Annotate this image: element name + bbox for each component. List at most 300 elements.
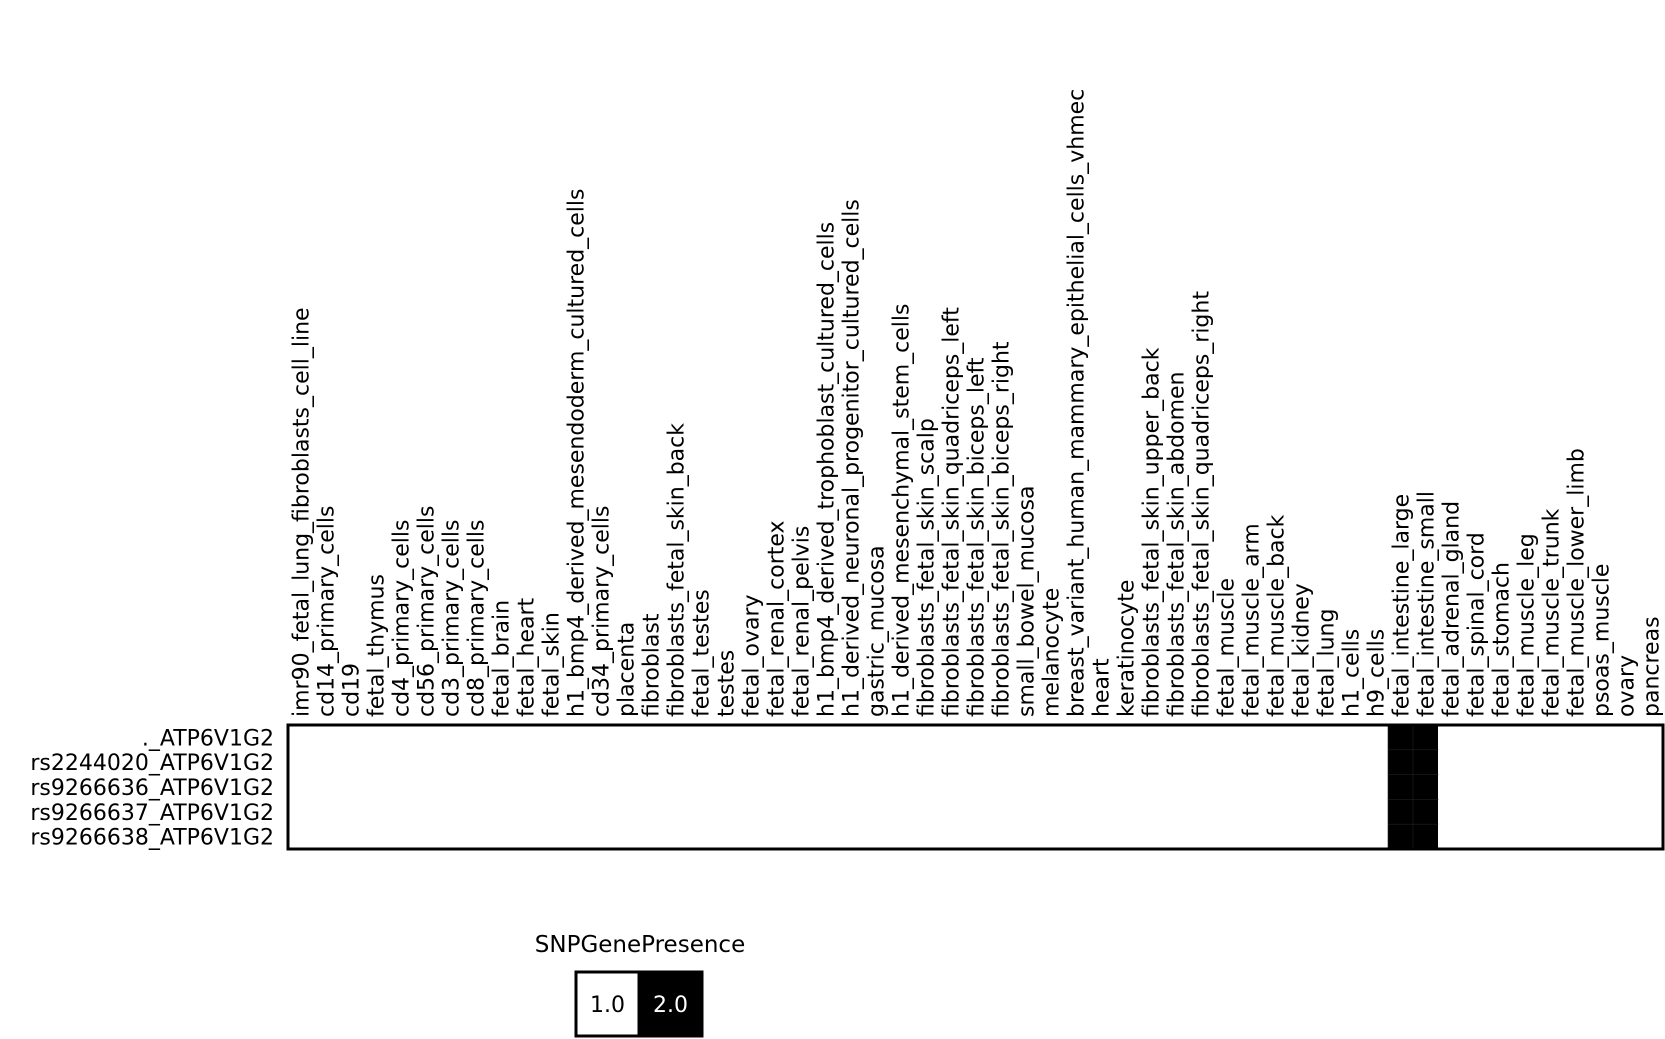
heatmap-cell [863,799,888,824]
heatmap-cell [763,775,788,800]
heatmap-cell [438,824,463,849]
heatmap-cell [1563,824,1588,849]
heatmap-cell [1238,775,1263,800]
heatmap-cell [713,725,738,750]
heatmap-cell [1288,725,1313,750]
column-label: cd19 [339,662,365,717]
heatmap-cell [1488,799,1513,824]
heatmap-cell [988,824,1013,849]
heatmap-cell [913,750,938,775]
heatmap-cell [738,725,763,750]
heatmap-cell [1238,799,1263,824]
heatmap-cell [1063,799,1088,824]
heatmap-cell [863,725,888,750]
heatmap-cell [363,725,388,750]
heatmap-cell [363,799,388,824]
heatmap-cell [913,775,938,800]
heatmap-cell [738,775,763,800]
heatmap-cell [1538,750,1563,775]
heatmap-cell [813,750,838,775]
heatmap-cell [463,824,488,849]
column-label: fibroblasts_fetal_skin_quadriceps_left [939,307,965,717]
heatmap-cell [763,750,788,775]
heatmap-cell [1438,824,1463,849]
heatmap-cell [963,750,988,775]
heatmap-cell [1463,725,1488,750]
heatmap-cell [1638,725,1663,750]
heatmap-cell [1363,799,1388,824]
heatmap-cell [1013,824,1038,849]
row-label: rs9266638_ATP6V1G2 [30,825,274,851]
heatmap-cell [688,725,713,750]
heatmap-cell [313,799,338,824]
heatmap-cell [713,775,738,800]
column-label: cd3_primary_cells [439,519,465,717]
heatmap-cell [438,775,463,800]
column-label: fetal_spinal_cord [1464,532,1490,717]
heatmap-cell [513,799,538,824]
heatmap-cell [313,725,338,750]
heatmap-cell [1113,725,1138,750]
heatmap-cell [388,750,413,775]
heatmap-cell [1088,750,1113,775]
heatmap-cell [538,824,563,849]
heatmap-cell [1588,824,1613,849]
column-label: melanocyte [1039,587,1065,717]
heatmap-cell [1613,725,1638,750]
heatmap-cell [1263,775,1288,800]
legend-label-1: 2.0 [653,993,688,1018]
heatmap-cell [863,775,888,800]
heatmap-cell [1413,799,1438,824]
heatmap-cell [1438,725,1463,750]
heatmap-cell [513,750,538,775]
heatmap-cell [1063,725,1088,750]
heatmap-cell [488,799,513,824]
column-label: pancreas [1639,616,1665,717]
heatmap-cell [488,824,513,849]
column-label: cd4_primary_cells [389,519,415,717]
heatmap-cell [1488,824,1513,849]
heatmap-cell [513,725,538,750]
heatmap-cell [1138,824,1163,849]
heatmap-cell [1263,725,1288,750]
heatmap-cell [1488,750,1513,775]
heatmap-cell [538,775,563,800]
heatmap-cell [938,725,963,750]
heatmap-cell [1163,799,1188,824]
heatmap-cell [463,799,488,824]
row-label: rs2244020_ATP6V1G2 [30,751,274,777]
heatmap-cell [363,824,388,849]
legend-label-0: 1.0 [590,993,625,1018]
heatmap-cell [663,824,688,849]
heatmap-cell [1288,750,1313,775]
heatmap-cell [288,775,313,800]
column-label: fibroblasts_fetal_skin_back [664,423,690,717]
heatmap-cell [813,775,838,800]
heatmap-cell [988,799,1013,824]
column-label: fetal_muscle [1214,577,1240,717]
column-labels [290,89,1665,717]
heatmap-cell [563,750,588,775]
heatmap-cell [288,750,313,775]
heatmap-cell [388,775,413,800]
heatmap-cell [1463,799,1488,824]
heatmap-cell [1538,725,1563,750]
heatmap-cell [963,824,988,849]
heatmap-cell [438,725,463,750]
heatmap-cell [963,799,988,824]
heatmap-cell [1638,750,1663,775]
heatmap-cell [488,775,513,800]
heatmap-cell [688,750,713,775]
heatmap-cell [1088,775,1113,800]
heatmap-cell [1613,799,1638,824]
column-label: h1_derived_neuronal_progenitor_cultured_cells [839,199,865,717]
heatmap-cell [1213,725,1238,750]
column-label: h9_cells [1364,628,1390,717]
column-label: fetal_adrenal_gland [1439,500,1465,717]
heatmap-cell [1138,799,1163,824]
heatmap-cell [913,799,938,824]
column-label: cd34_primary_cells [589,505,615,717]
heatmap-cell [1563,725,1588,750]
column-label: fetal_stomach [1489,562,1515,717]
heatmap-cell [813,824,838,849]
heatmap-cell [1338,799,1363,824]
heatmap-cell [338,775,363,800]
heatmap-cell [1513,824,1538,849]
heatmap-cell [1113,775,1138,800]
heatmap-cell [1313,824,1338,849]
heatmap-cell [1188,750,1213,775]
heatmap-cell [1563,750,1588,775]
heatmap-cell [1288,775,1313,800]
heatmap-cell [788,799,813,824]
heatmap-cell [1238,750,1263,775]
column-label: placenta [614,621,640,717]
heatmap-cell [1238,824,1263,849]
heatmap-cell [563,725,588,750]
heatmap-cell [638,750,663,775]
heatmap-cell [1463,824,1488,849]
heatmap-cell [1288,799,1313,824]
heatmap-cell [1513,799,1538,824]
heatmap-cell [1413,750,1438,775]
column-label: fibroblast [639,613,665,717]
heatmap-cell [288,824,313,849]
column-label: fetal_lung [1314,608,1340,717]
column-label: fibroblasts_fetal_skin_biceps_left [964,357,990,717]
heatmap-cell [613,750,638,775]
heatmap-cell [1188,725,1213,750]
heatmap-cell [1513,750,1538,775]
heatmap-cell [813,799,838,824]
column-label: testes [714,649,740,717]
column-label: fetal_thymus [364,574,390,717]
heatmap-cell [1113,750,1138,775]
heatmap-cell [1613,750,1638,775]
heatmap-cell [913,824,938,849]
column-label: h1_bmp4_derived_mesendoderm_cultured_cells [564,188,590,717]
column-label: h1_derived_mesenchymal_stem_cells [889,303,915,717]
heatmap-cell [438,799,463,824]
heatmap-cell [413,799,438,824]
heatmap-cell [938,775,963,800]
heatmap-cell [463,725,488,750]
column-label: fibroblasts_fetal_skin_quadriceps_right [1189,291,1215,717]
heatmap-cell [588,750,613,775]
heatmap-cell [563,799,588,824]
heatmap-cell [838,824,863,849]
heatmap-cell [663,799,688,824]
heatmap-cell [1088,799,1113,824]
heatmap-cell [663,750,688,775]
heatmap-cell [1438,775,1463,800]
heatmap-cell [1388,824,1413,849]
heatmap-cell [338,799,363,824]
column-label: h1_cells [1339,628,1365,717]
heatmap-cell [588,775,613,800]
heatmap-cell [413,775,438,800]
heatmap-cell [1338,750,1363,775]
legend [535,932,745,1036]
heatmap-cell [1388,775,1413,800]
heatmap-cell [288,799,313,824]
heatmap-cell [1313,775,1338,800]
heatmap-cell [1538,775,1563,800]
heatmap-cell [1088,824,1113,849]
heatmap-cell [1213,799,1238,824]
column-label: fetal_renal_pelvis [789,525,815,717]
heatmap-cell [1138,775,1163,800]
column-label: cd14_primary_cells [314,505,340,717]
heatmap-cell [588,799,613,824]
heatmap-cell [838,775,863,800]
heatmap-cell [1263,750,1288,775]
row-label: ._ATP6V1G2 [141,726,274,752]
heatmap-cell [788,750,813,775]
heatmap-cell [1538,824,1563,849]
heatmap-cell [1113,799,1138,824]
column-label: breast_variant_human_mammary_epithelial_cells_vhmec [1064,88,1090,717]
heatmap-cell [763,725,788,750]
heatmap-cell [938,824,963,849]
heatmap-cell [1063,750,1088,775]
heatmap-cell [988,725,1013,750]
heatmap-cell [613,725,638,750]
heatmap-cell [1163,725,1188,750]
heatmap-cell [638,799,663,824]
column-label: fibroblasts_fetal_skin_upper_back [1139,347,1165,717]
heatmap-cell [1638,775,1663,800]
heatmap-cell [688,799,713,824]
column-label: cd56_primary_cells [414,505,440,717]
column-label: fetal_muscle_lower_limb [1564,448,1590,717]
heatmap-cell [1413,725,1438,750]
heatmap-cell [788,775,813,800]
heatmap-cell [338,824,363,849]
heatmap-cell [763,824,788,849]
heatmap-cell [688,824,713,849]
heatmap-cell [488,750,513,775]
heatmap-cell [1263,799,1288,824]
heatmap-cell [888,775,913,800]
row-label: rs9266636_ATP6V1G2 [30,776,274,801]
column-label: psoas_muscle [1589,563,1615,717]
heatmap-cell [413,824,438,849]
heatmap-cell [738,750,763,775]
heatmap-cell [463,750,488,775]
heatmap-cell [1588,799,1613,824]
heatmap-cell [1488,775,1513,800]
heatmap-cell [1613,824,1638,849]
heatmap-cell [1163,824,1188,849]
heatmap-cell [963,775,988,800]
heatmap-cell [863,750,888,775]
heatmap-cell [888,824,913,849]
heatmap-cell [513,824,538,849]
heatmap-cell [663,775,688,800]
heatmap-cell [463,775,488,800]
column-label: h1_bmp4_derived_trophoblast_cultured_cells [814,221,840,717]
heatmap-cell [1088,725,1113,750]
column-label: fetal_kidney [1289,583,1315,717]
heatmap-cell [888,725,913,750]
column-label: gastric_mucosa [864,545,890,717]
legend-title: SNPGenePresence [534,932,746,958]
column-label: imr90_fetal_lung_fibroblasts_cell_line [289,307,315,717]
heatmap-cell [1313,799,1338,824]
heatmap-cell [1463,775,1488,800]
column-label: fetal_muscle_leg [1514,533,1540,717]
heatmap-cell [1538,799,1563,824]
heatmap-cell [338,725,363,750]
heatmap-cell [913,725,938,750]
heatmap-cell [1388,750,1413,775]
heatmap-cell [1163,750,1188,775]
heatmap-cell [838,750,863,775]
column-label: fetal_muscle_trunk [1539,508,1565,717]
heatmap-cell [1038,799,1063,824]
heatmap-cell [613,775,638,800]
heatmap-cell [388,824,413,849]
heatmap-cell [1413,824,1438,849]
heatmap-cell [738,799,763,824]
heatmap-cell [338,750,363,775]
column-label: keratinocyte [1114,579,1140,717]
heatmap-cell [1013,750,1038,775]
heatmap-cell [538,799,563,824]
heatmap-cell [538,750,563,775]
heatmap-cell [1313,725,1338,750]
heatmap-cell [413,725,438,750]
heatmap-cell [988,750,1013,775]
heatmap-cell [838,725,863,750]
heatmap-cell [388,725,413,750]
heatmap-cell [1188,775,1213,800]
heatmap-cell [1363,750,1388,775]
heatmap-cell [888,799,913,824]
column-label: fetal_ovary [739,594,765,717]
heatmap-cell [313,824,338,849]
heatmap-cell [1063,824,1088,849]
heatmap-cell [788,725,813,750]
heatmap-cell [613,799,638,824]
row-labels [30,726,274,850]
heatmap-cell [1638,824,1663,849]
heatmap-cell [1438,799,1463,824]
column-label: fetal_renal_cortex [764,520,790,717]
heatmap-cell [413,750,438,775]
heatmap-cell [713,824,738,849]
heatmap-cell [1313,750,1338,775]
column-label: fetal_testes [689,589,715,717]
heatmap-cell [488,725,513,750]
heatmap-cell [638,775,663,800]
column-label: fetal_brain [489,599,515,717]
heatmap-cell [638,725,663,750]
column-label: cd8_primary_cells [464,519,490,717]
heatmap-cell [1013,725,1038,750]
heatmap-cell [938,750,963,775]
heatmap-cell [1163,775,1188,800]
heatmap-cell [1363,725,1388,750]
heatmap-cell [1438,750,1463,775]
heatmap-cell [963,725,988,750]
heatmap-cell [363,775,388,800]
heatmap-cells [288,725,1663,849]
heatmap-cell [538,725,563,750]
heatmap-cell [438,750,463,775]
heatmap-cell [763,799,788,824]
heatmap-cell [563,775,588,800]
heatmap-cell [1388,725,1413,750]
heatmap-cell [1563,799,1588,824]
heatmap-cell [588,725,613,750]
heatmap-cell [313,775,338,800]
column-label: fibroblasts_fetal_skin_abdomen [1164,371,1190,717]
heatmap-cell [813,725,838,750]
heatmap-cell [1213,750,1238,775]
heatmap-cell [313,750,338,775]
heatmap-cell [1238,725,1263,750]
column-label: fetal_muscle_back [1264,514,1290,717]
heatmap-cell [863,824,888,849]
heatmap-cell [638,824,663,849]
heatmap-cell [563,824,588,849]
column-label: small_bowel_mucosa [1014,485,1040,717]
heatmap-cell [1188,824,1213,849]
heatmap-cell [888,750,913,775]
heatmap-cell [988,775,1013,800]
heatmap-cell [1338,725,1363,750]
heatmap-cell [1363,824,1388,849]
heatmap-cell [1288,824,1313,849]
row-label: rs9266637_ATP6V1G2 [30,800,274,826]
heatmap-cell [738,824,763,849]
heatmap-cell [1338,824,1363,849]
heatmap-cell [1213,775,1238,800]
column-label: ovary [1614,654,1640,717]
heatmap-cell [788,824,813,849]
heatmap-cell [1038,750,1063,775]
heatmap-cell [1588,750,1613,775]
heatmap-cell [1038,775,1063,800]
heatmap-cell [288,725,313,750]
heatmap-cell [1563,775,1588,800]
